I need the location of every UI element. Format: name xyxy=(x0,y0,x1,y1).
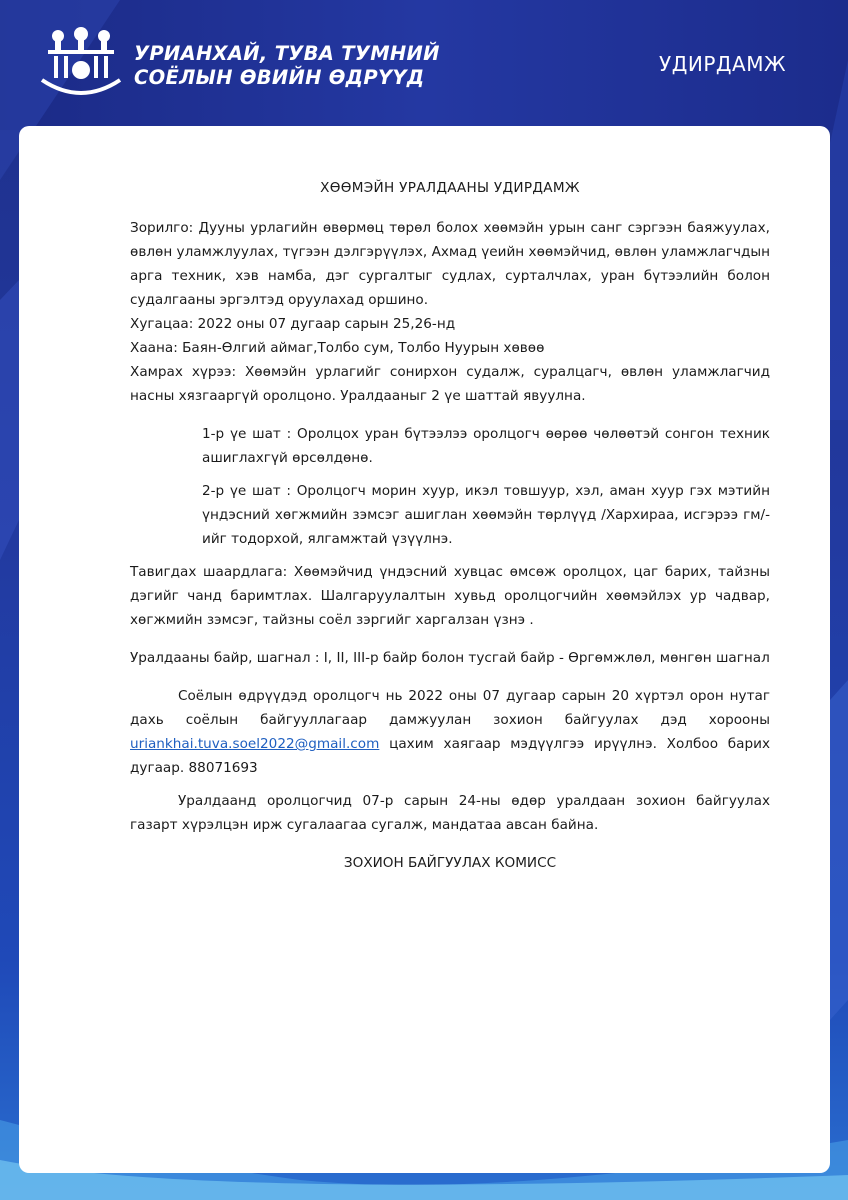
document-title: ХӨӨМЭЙН УРАЛДААНЫ УДИРДАМЖ xyxy=(320,180,580,196)
requirements-paragraph: Тавигдах шаардлага: Хөөмэйчид үндэсний хувцас өмсөж оролцох, цаг барих, тайзны дэгийг чанд баримтлах. Шалгаруулалтын хувьд оролцогчийн хөөмэйлэх ур чадвар, хөгжмийн зэмсэг, тайзны соёл зэргийг харгалзан үзнэ . xyxy=(130,564,770,628)
org-name-line1: УРИАНХАЙ, ТУВА ТУМНИЙ xyxy=(134,42,440,65)
org-name-line2: СОЁЛЫН ӨВИЙН ӨДРҮҮД xyxy=(134,66,425,89)
stage-two: 2-р үе шат : Оролцогч морин хуур, икэл товшуур, хэл, аман хуур гэх мэтийн үндэсний хөгжмийн зэмсэг ашиглан хөөмэйн төрлүүд /Хархираа, исгэрээ гм/-ийг тодорхой, ялгамжтай үзүүлнэ. xyxy=(202,483,770,547)
document-body xyxy=(130,176,770,875)
duration-line: Хугацаа: 2022 оны 07 дугаар сарын 25,26-нд xyxy=(130,316,456,332)
signature: ЗОХИОН БАЙГУУЛАХ КОМИСС xyxy=(343,855,557,871)
registration-text-after: цахим хаягаар мэдүүлгээ ирүүлнэ. Холбоо барих дугаар. 88071693 xyxy=(130,736,770,776)
email-link[interactable]: uriankhai.tuva.soel2022@gmail.com xyxy=(130,736,380,752)
document-type: УДИРДАМЖ xyxy=(659,52,786,76)
location-line: Хаана: Баян-Өлгий аймаг,Толбо сум, Толбо Нуурын хөвөө xyxy=(130,340,545,356)
scope-paragraph: Хамрах хүрээ: Хөөмэйн урлагийг сонирхон судалж, суралцагч, өвлөн уламжлагчид насны хязгааргүй оролцоно. Уралдааныг 2 үе шаттай явуулна. xyxy=(130,364,770,404)
ethnic-crown-emblem-icon xyxy=(38,26,124,100)
arrival-paragraph: Уралдаанд оролцогчид 07-р сарын 24-ны өдөр уралдаан зохион байгуулах газарт хүрэлцэн ирж сугалаагаа сугалж, мандатаа авсан байна. xyxy=(130,793,770,833)
stage-one: 1-р үе шат : Оролцох уран бүтээлээ оролцогч өөрөө чөлөөтэй сонгон техник ашиглахгүй өрсөлдөнө. xyxy=(202,426,770,466)
organization-name xyxy=(134,42,440,90)
registration-text-before: Соёлын өдрүүдэд оролцогч нь 2022 оны 07 дугаар сарын 20 хүртэл орон нутаг дахь соёлын байгууллагаар дамжуулан зохион байгуулах дэд хорооны xyxy=(130,688,770,728)
awards-paragraph: Уралдааны байр, шагнал : I, II, III-р байр болон тусгай байр - Өргөмжлөл, мөнгөн шагнал xyxy=(130,650,770,666)
purpose-paragraph: Зорилго: Дууны урлагийн өвөрмөц төрөл болох хөөмэйн урын санг сэргээн баяжуулах, өвлөн уламжлуулах, түгээн дэлгэрүүлэх, Ахмад үеийн хөөмэйчид, өвлөн уламжлагчдын арга техник, хэв намба, дэг сургалтыг судлах, сурталчлах, уран бүтээлийн болон судалгааны эргэлтэд оруулахад оршино. xyxy=(130,220,770,308)
registration-paragraph xyxy=(130,684,770,780)
